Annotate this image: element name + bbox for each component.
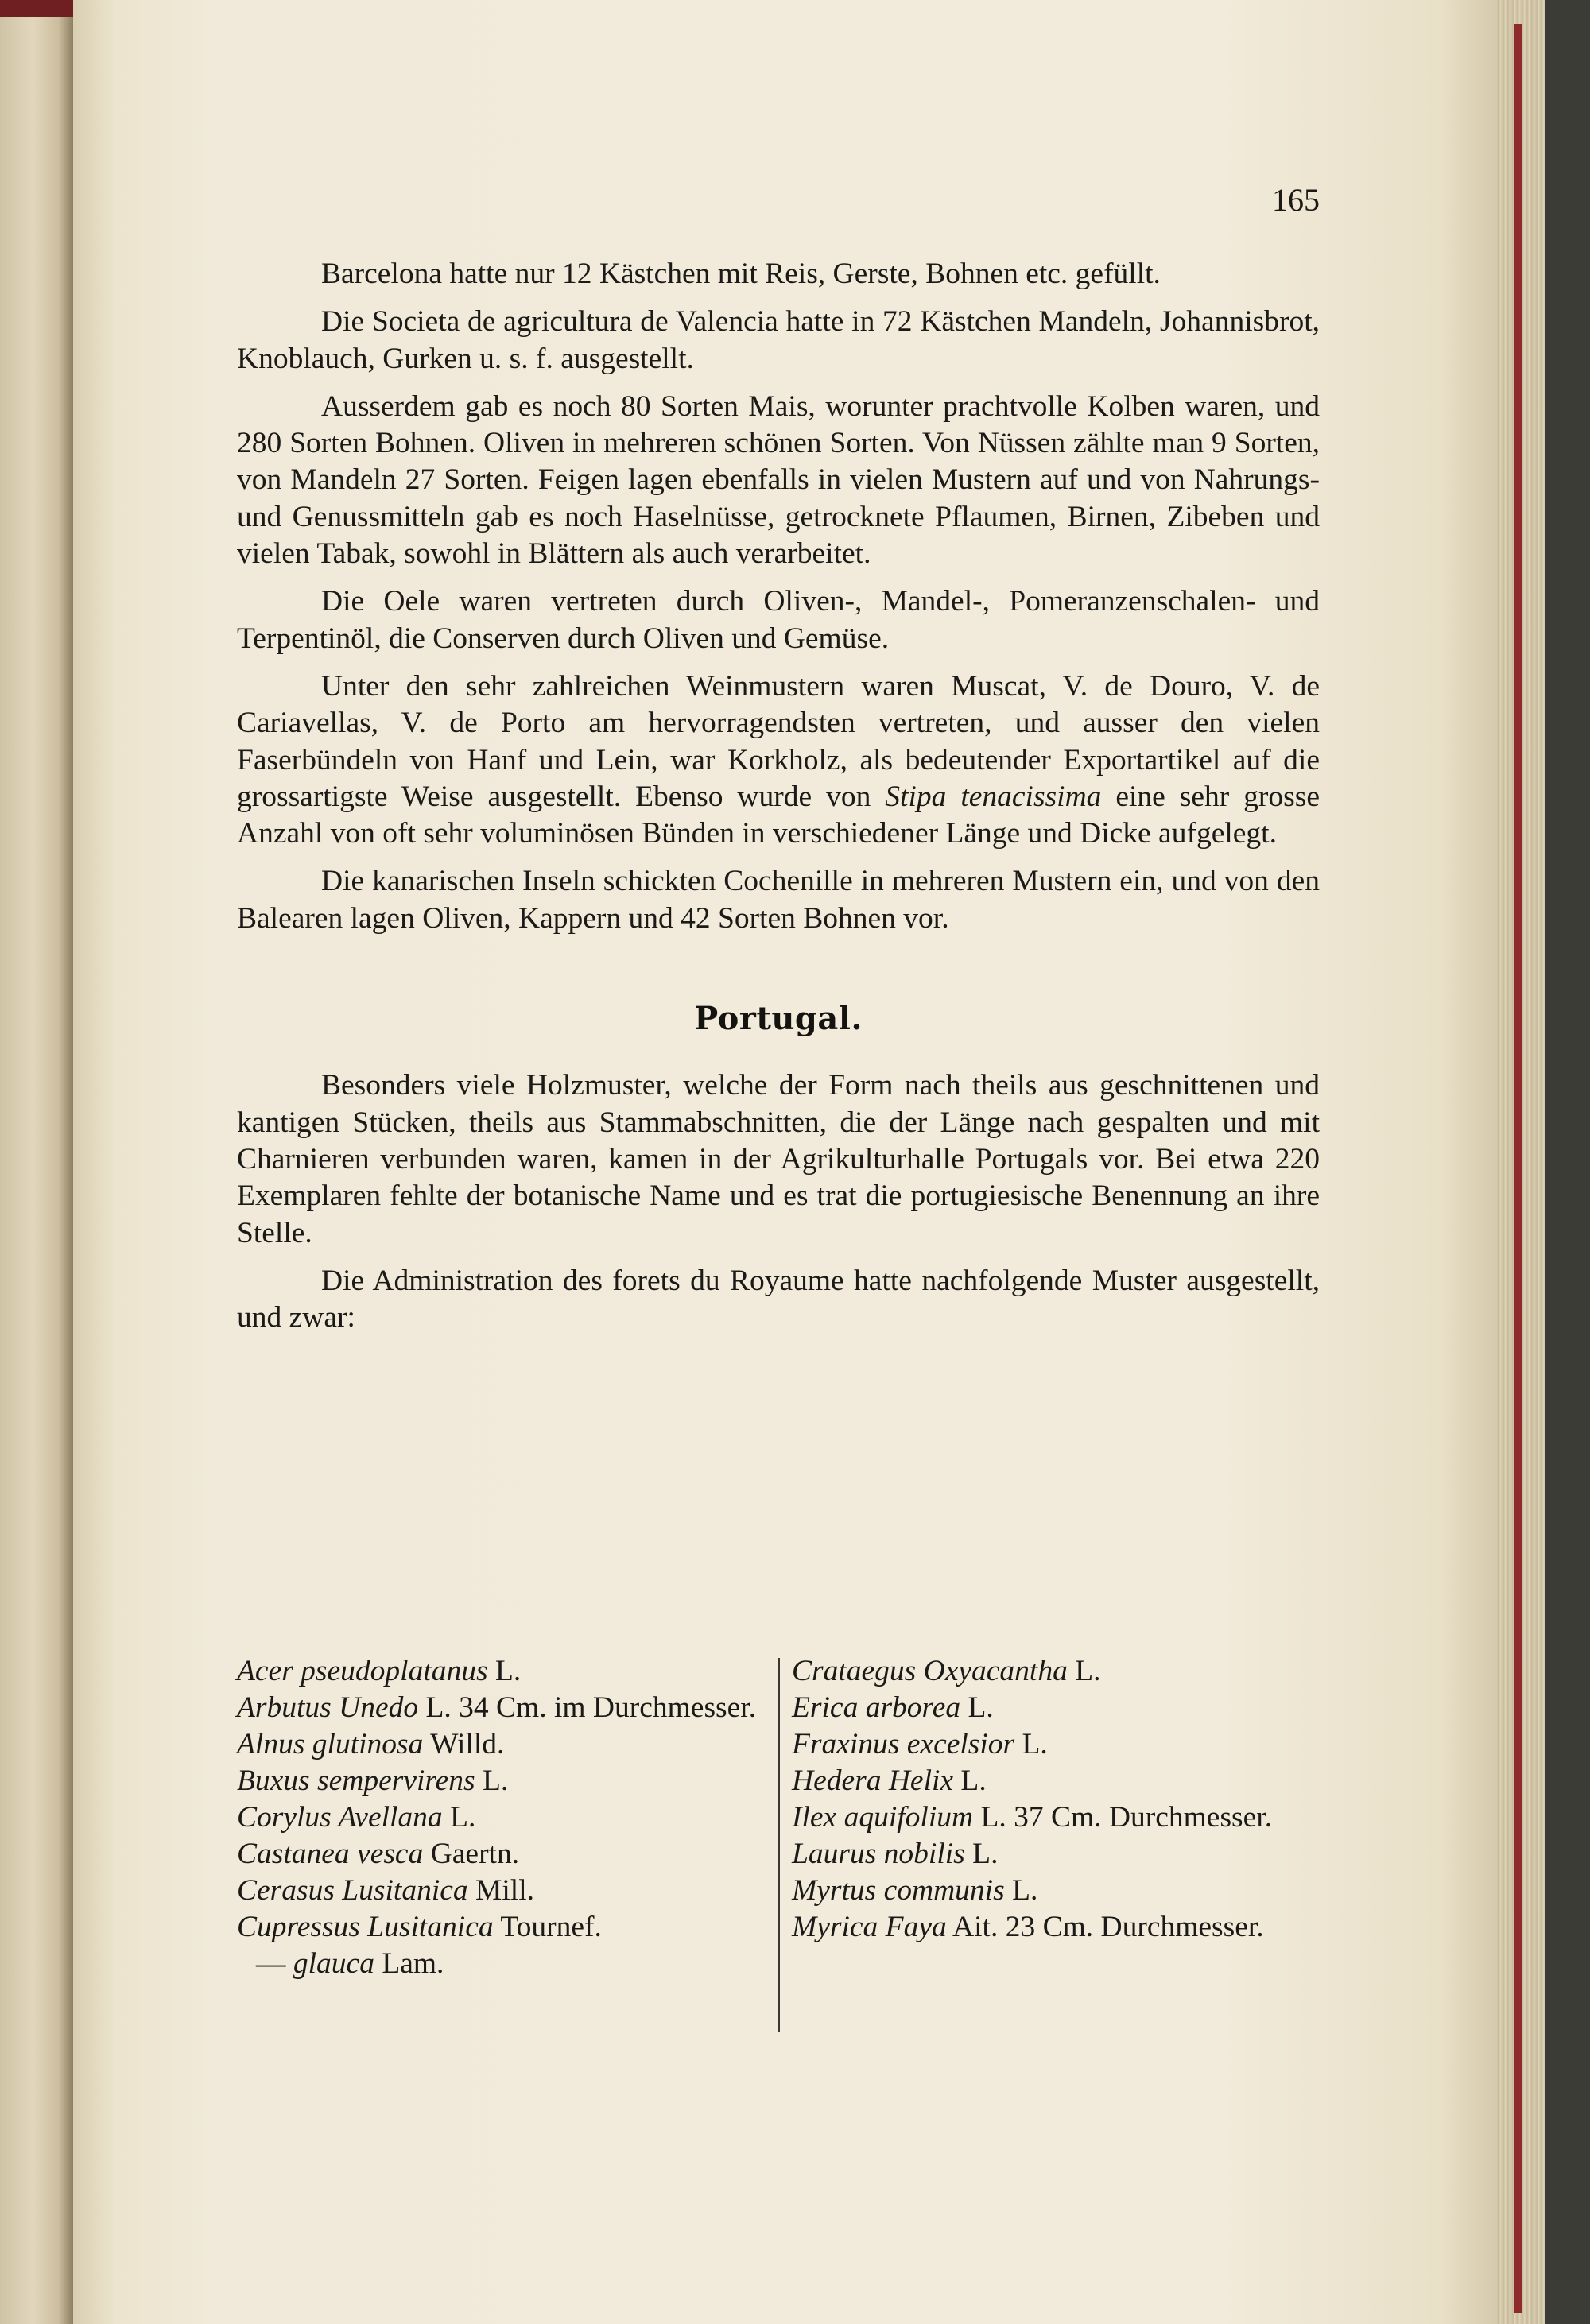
species-entry: Cerasus Lusitanica Mill. [237, 1874, 535, 1907]
species-entry: Fraxinus excelsior L. [792, 1728, 1048, 1760]
species-column-left [237, 1653, 778, 1982]
species-entry: Ilex aquifolium L. 37 Cm. Durchmesser. [792, 1801, 1273, 1834]
left-page-red-edge [0, 0, 73, 17]
species-entry: Myrtus communis L. [792, 1874, 1038, 1907]
species-entry: — glauca Lam. [256, 1947, 444, 1980]
species-entry: Erica arborea L. [792, 1691, 994, 1724]
species-entry: Corylus Avellana L. [237, 1801, 476, 1834]
page-number: 165 [1272, 182, 1320, 218]
species-entry: Arbutus Unedo L. 34 Cm. im Durchmesser. [237, 1691, 757, 1724]
species-entry: Cupressus Lusitanica Tournef. [237, 1911, 602, 1943]
column-divider [778, 1658, 780, 2032]
species-entry: Hedera Helix L. [792, 1764, 987, 1797]
paragraph-administration: Die Administration des forets du Royaume hatte nachfolgende Muster ausgestellt, und zwar: [237, 1264, 1320, 1334]
left-page-edge [0, 0, 73, 2324]
section-heading-portugal: Portugal. [694, 1000, 863, 1038]
main-text [237, 256, 1320, 1347]
species-entry: Laurus nobilis L. [792, 1838, 999, 1870]
paragraph-wines [237, 668, 1320, 852]
species-entry: Crataegus Oxyacantha L. [792, 1655, 1101, 1687]
book-cover-right [1545, 0, 1590, 2324]
paragraph-canary-islands: Die kanarischen Inseln schickten Cochenille in mehreren Mustern ein, und von den Balearen lagen Oliven, Kappern und 42 Sorten Bohnen vor. [237, 865, 1320, 935]
stipa-species-name: Stipa tenacissima [885, 780, 1102, 813]
paragraph-wood-samples: Besonders viele Holzmuster, welche der Form nach theils aus geschnittenen und kantigen Stücken, theils aus Stammabschnitten, die der Länge nach gespalten und mit Charnieren verbunden waren, kamen in der Agrikulturhalle Portugals vor. Bei etwa 220 Exemplaren fehlte der botanische Name und es trat die portugiesische Benennung an ihre Stelle. [237, 1069, 1320, 1249]
wines-text-2: eine sehr grosse Anzahl von oft sehr voluminösen Bünden in verschiedener Länge und Dicke aufgelegt. [237, 780, 1320, 850]
species-entry: Acer pseudoplatanus L. [237, 1655, 522, 1687]
paragraph-valencia: Die Societa de agricultura de Valencia hatte in 72 Kästchen Mandeln, Johannisbrot, Knoblauch, Gurken u. s. f. ausgestellt. [237, 305, 1320, 375]
species-entry: Myrica Faya Ait. 23 Cm. Durchmesser. [792, 1911, 1264, 1943]
species-entry: Castanea vesca Gaertn. [237, 1838, 520, 1870]
species-entry: Buxus sempervirens L. [237, 1764, 509, 1797]
paragraph-barcelona: Barcelona hatte nur 12 Kästchen mit Reis, Gerste, Bohnen etc. gefüllt. [321, 258, 1161, 290]
red-page-edge [1514, 24, 1522, 2313]
paragraph-varieties: Ausserdem gab es noch 80 Sorten Mais, worunter prachtvolle Kolben waren, und 280 Sorten Bohnen. Oliven in mehreren schönen Sorten. Von Nüssen zählte man 9 Sorten, von Mandeln 27 Sorten. Feigen lagen ebenfalls in vielen Mustern auf und von Nahrungs- und Genussmitteln gab es noch Haselnüsse, getrocknete Pflaumen, Birnen, Zibeben und vielen Tabak, sowohl in Blättern als auch verarbeitet. [237, 389, 1320, 571]
paragraph-oils: Die Oele waren vertreten durch Oliven-, Mandel-, Pomeranzenschalen- und Terpentinöl, die Conserven durch Oliven und Gemüse. [237, 585, 1320, 655]
species-column-right [792, 1653, 1320, 1946]
wines-text-1: Unter den sehr zahlreichen Weinmustern waren Muscat, V. de Douro, V. de Cariavellas, V. de Porto am hervorragendsten vertreten, und ausser den vielen Faserbündeln von Hanf und Lein, war Korkholz, als bedeutender Exportartikel auf die grossartigste Weise ausgestellt. Ebenso wurde von [237, 669, 1320, 813]
species-entry: Alnus glutinosa Willd. [237, 1728, 505, 1760]
